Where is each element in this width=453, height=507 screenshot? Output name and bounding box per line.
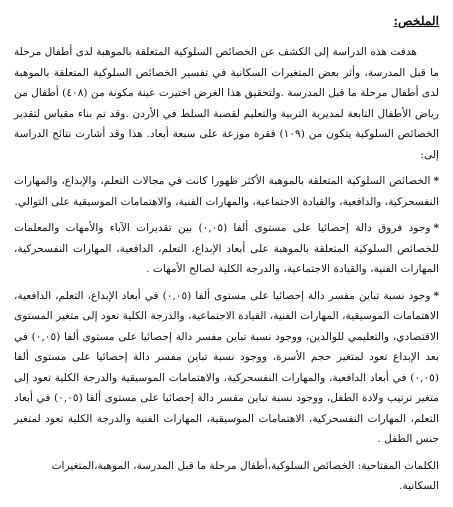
bullet-marker: * <box>433 175 439 187</box>
result-text-1: الخصائص السلوكية المتعلقة بالموهبة الأكثر ظهورا كانت في مجالات التعلم، والإبداع، والمهارات النفسحركية، والدافعية، والقيادة الاجتماعية، والمهارات الفنية، والاهتمامات الموسيقية على التوالي. <box>14 175 439 208</box>
abstract-heading: الملخص: <box>393 14 439 28</box>
result-bullet-2 <box>14 218 439 280</box>
result-text-2: وجود فروق دالة إحصائيا على مستوى ألفا (٠,٠٥) بين تقديرات الآباء والأمهات والمعلمات للخصائص السلوكية المتعلقة بالموهبة على أبعاد الإبداع، التعلم، الدافعية، المهارات النفسحركية، المهارات الفنية، والقيادة الاجتماعية، والدرجة الكلية لصالح الأمهات . <box>14 222 439 275</box>
result-bullet-1 <box>14 171 439 212</box>
intro-paragraph: هدفت هذه الدراسة إلى الكشف عن الخصائص السلوكية المتعلقة بالموهبة لدى أطفال مرحلة ما قبل المدرسة، وأثر بعض المتغيرات السكانية في تفسير الخصائص السلوكية المتعلقة بالموهبة لدى أطفال مرحلة ما قبل المدرسة .ولتحقيق هذا الغرض اختيرت عينة مكونة من (٤٠٨) أطفال من رياض الأطفال التابعة لمديرية التربية والتعليم لقصبة السلط في الأردن .وقد تم بناء مقياس لتقدير الخصائص السلوكية يتكون من (١٠٩) فقرة موزعة على سبعة أبعاد. هذا وقد أشارت نتائج الدراسة إلى: <box>14 46 440 161</box>
bullet-marker: * <box>433 222 439 234</box>
result-bullet-3 <box>14 286 439 450</box>
bullet-marker: * <box>433 289 439 302</box>
result-text-3: وجود نسبة تباين مفسر دالة إحصائيا على مستوى ألفا (٠,٠٥) في أبعاد الإبداع، التعلم، الدافعية، الاهتمامات الموسيقية، المهارات الفنية، القيادة الاجتماعية، والدرجة الكلية تعود إلى متغير المستوى الاقتصادي، والتعليمي للوالدين، ووجود نسبة تباين مفسر دالة إحصائيا على مستوى ألفا (٠,٠٥) في بعد الإبداع تعود لمتغير حجم الأسرة، ووجود نسبة تباين مفسر دالة إحصائيا على مستوى ألفا (٠,٠٥) في أبعاد الدافعية، والمهارات النفسحركية، والاهتمامات الموسيقية والدرجة الكلية تعود إلى متغير ترتيب ولادة الطفل، ووجود نسبة تباين مفسر دالة إحصائيا على مستوى ألفا (٠,٠٥) في أبعاد التعلم، المهارات النفسحركية، الاهتمامات الموسيقية، المهارات الفنية والدرجة الكلية تعود لمتغير جنس الطفل . <box>14 289 439 445</box>
keywords-line: الكلمات المفتاحية: الخصائص السلوكية،أطفال مرحلة ما قبل المدرسة، الموهبة،المتغيرات السكانية. <box>51 459 439 492</box>
